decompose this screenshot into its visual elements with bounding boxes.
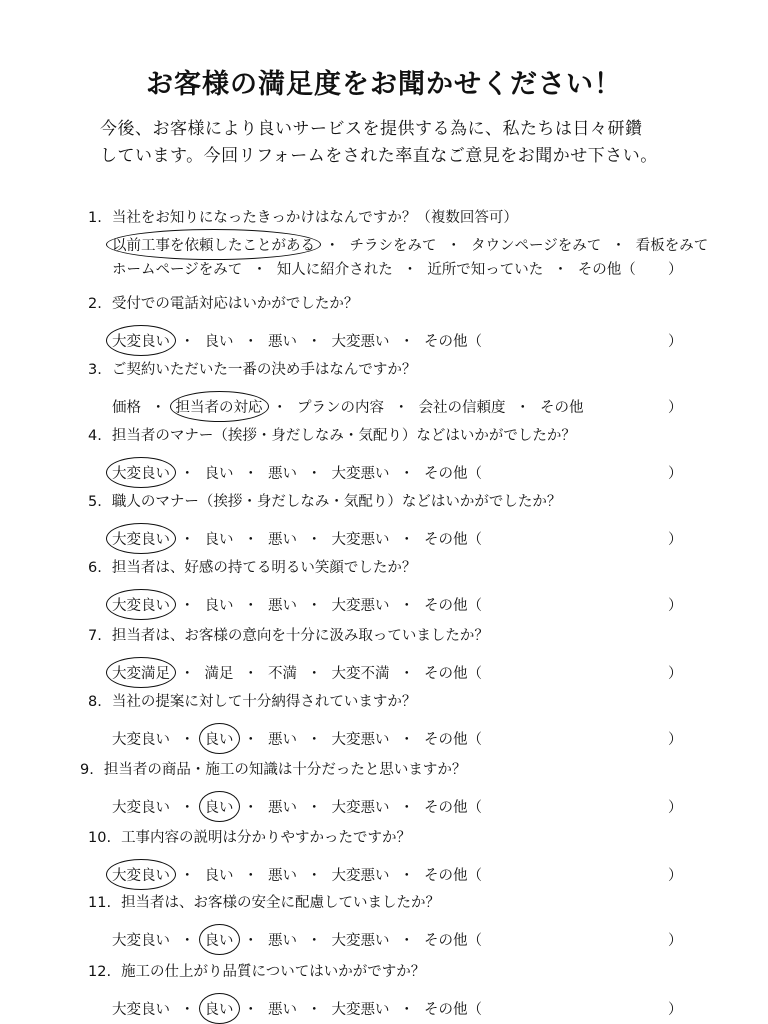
answer-option[interactable]: 悪い (268, 933, 297, 949)
option-separator: ・ (394, 400, 409, 416)
option-separator: ・ (180, 466, 195, 482)
question-text (88, 624, 489, 645)
answer-option[interactable]: その他（ (577, 262, 636, 278)
answer-option[interactable]: 満足 (204, 666, 234, 682)
answer-option-selected[interactable]: 以前工事を依頼したことがある (112, 234, 315, 255)
answer-option[interactable]: 悪い (268, 598, 297, 614)
answer-option[interactable]: その他（ (424, 1002, 482, 1018)
option-separator: ・ (307, 334, 322, 350)
answer-option[interactable]: ホームページをみて (112, 262, 243, 278)
answer-options (112, 728, 482, 749)
page-title: お客様の満足度をお聞かせください！ (146, 69, 622, 100)
question-text (88, 960, 425, 981)
question-label: 担当者は、お客様の安全に配慮していましたか？ (121, 895, 441, 911)
question-label: 担当者は、好感の持てる明るい笑顔でしたか？ (111, 560, 417, 576)
option-separator: ・ (399, 532, 414, 548)
option-separator: ・ (307, 532, 322, 548)
answer-option[interactable]: 看板をみて (635, 238, 709, 254)
answer-option[interactable]: 会社の信頼度 (418, 400, 506, 416)
answer-options (112, 396, 584, 417)
option-separator: ・ (243, 732, 258, 748)
other-close-paren: ） (668, 868, 683, 884)
answer-option-selected[interactable]: 大変良い (112, 462, 170, 483)
answer-option[interactable]: 大変不満 (331, 666, 390, 682)
answer-option[interactable]: 大変良い (112, 1002, 170, 1018)
option-separator: ・ (307, 868, 322, 884)
option-separator: ・ (307, 666, 322, 682)
option-separator: ・ (325, 238, 340, 254)
answer-option-selected[interactable]: 良い (205, 728, 234, 749)
other-close-paren: ） (668, 1002, 683, 1018)
answer-option[interactable]: その他（ (424, 334, 482, 350)
answer-option[interactable]: 良い (204, 466, 234, 482)
question-number: 5. (88, 494, 102, 510)
option-separator: ・ (243, 334, 258, 350)
question-text (88, 292, 358, 313)
question-number: 6. (88, 560, 102, 576)
answer-option[interactable]: 悪い (268, 532, 297, 548)
question-label: 担当者のマナー（挨拶・身だしなみ・気配り）などはいかがでしたか？ (111, 428, 576, 444)
answer-options (112, 662, 482, 683)
answer-option-selected[interactable]: 大変満足 (112, 662, 170, 683)
answer-option-selected[interactable]: 担当者の対応 (176, 396, 263, 417)
other-close-paren: ） (668, 334, 683, 350)
option-separator: ・ (307, 933, 322, 949)
answer-option[interactable]: 悪い (268, 334, 297, 350)
answer-option[interactable]: プランの内容 (297, 400, 384, 416)
answer-option[interactable]: 悪い (268, 1002, 297, 1018)
question-text (88, 690, 416, 711)
option-separator: ・ (243, 868, 258, 884)
other-close-paren: ） (668, 262, 683, 278)
option-separator: ・ (399, 666, 414, 682)
question-number: 2. (88, 296, 102, 312)
intro-text (100, 116, 700, 170)
answer-option[interactable]: その他（ (424, 598, 482, 614)
answer-option[interactable]: タウンページをみて (471, 238, 602, 254)
answer-option[interactable]: 悪い (268, 868, 297, 884)
option-separator: ・ (180, 933, 195, 949)
answer-option[interactable]: 大変悪い (331, 466, 390, 482)
answer-option[interactable]: 大変悪い (331, 732, 390, 748)
answer-option[interactable]: 大変悪い (331, 868, 390, 884)
answer-options (112, 528, 482, 549)
answer-option[interactable]: 近所で知っていた (427, 262, 544, 278)
answer-option-selected[interactable]: 大変良い (112, 330, 170, 351)
answer-option[interactable]: その他（ (424, 868, 482, 884)
option-separator: ・ (399, 334, 414, 350)
answer-option[interactable]: 大変悪い (331, 800, 390, 816)
answer-option[interactable]: 大変良い (112, 800, 170, 816)
option-separator: ・ (243, 532, 258, 548)
option-separator: ・ (399, 800, 414, 816)
option-separator: ・ (243, 598, 258, 614)
answer-option[interactable]: その他（ (424, 732, 482, 748)
answer-options (112, 234, 708, 255)
question-number: 12. (88, 964, 112, 980)
question-label: 職人のマナー（挨拶・身だしなみ・気配り）などはいかがでしたか？ (111, 494, 562, 510)
answer-options (112, 462, 482, 483)
question-number: 3. (88, 362, 102, 378)
answer-option[interactable]: 悪い (268, 466, 297, 482)
option-separator: ・ (307, 1002, 322, 1018)
question-number: 1. (88, 210, 102, 226)
intro-line: しています。今回リフォームをされた率直なご意見をお聞かせ下さい。 (100, 146, 658, 166)
question-text (88, 490, 561, 511)
option-separator: ・ (180, 532, 195, 548)
answer-option-selected[interactable]: 良い (205, 796, 234, 817)
answer-option[interactable]: 良い (204, 868, 234, 884)
answer-options (112, 998, 482, 1019)
question-text (88, 556, 416, 577)
answer-option[interactable]: その他（ (424, 666, 482, 682)
answer-option[interactable]: 良い (204, 334, 234, 350)
answer-options (112, 929, 482, 950)
answer-option[interactable]: 大変悪い (331, 334, 390, 350)
other-close-paren: ） (668, 400, 683, 416)
answer-option[interactable]: 知人に紹介された (276, 262, 393, 278)
question-number: 10. (88, 830, 112, 846)
question-label: 受付での電話対応はいかがでしたか？ (111, 296, 359, 312)
option-separator: ・ (553, 262, 568, 278)
question-label: 当社をお知りになったきっかけはなんですか？（複数回答可） (111, 210, 518, 226)
question-label: 当社の提案に対して十分納得されていますか？ (111, 694, 417, 710)
answer-option[interactable]: チラシをみて (349, 238, 437, 254)
other-close-paren: ） (668, 666, 683, 682)
other-close-paren: ） (668, 800, 683, 816)
answer-options (112, 594, 482, 615)
question-label: 施工の仕上がり品質についてはいかがですか？ (121, 964, 426, 980)
question-number: 4. (88, 428, 102, 444)
option-separator: ・ (243, 1002, 258, 1018)
option-separator: ・ (515, 400, 530, 416)
other-close-paren: ） (668, 732, 683, 748)
question-text (88, 424, 576, 445)
other-close-paren: ） (668, 466, 683, 482)
option-separator: ・ (307, 800, 322, 816)
option-separator: ・ (446, 238, 461, 254)
option-separator: ・ (243, 466, 258, 482)
question-text (80, 758, 466, 779)
answer-option[interactable]: 大変悪い (331, 532, 390, 548)
other-close-paren: ） (668, 532, 683, 548)
question-text (88, 206, 518, 227)
option-separator: ・ (307, 732, 322, 748)
question-number: 7. (88, 628, 102, 644)
option-separator: ・ (180, 598, 195, 614)
option-separator: ・ (399, 466, 414, 482)
answer-option[interactable]: 悪い (268, 732, 297, 748)
option-separator: ・ (180, 800, 195, 816)
option-separator: ・ (272, 400, 287, 416)
question-label: 担当者の商品・施工の知識は十分だったと思いますか？ (103, 762, 467, 778)
option-separator: ・ (399, 732, 414, 748)
answer-option[interactable]: 大変悪い (331, 1002, 390, 1018)
option-separator: ・ (402, 262, 418, 278)
question-number: 9. (80, 762, 94, 778)
answer-options (112, 864, 482, 885)
option-separator: ・ (243, 800, 258, 816)
question-text (88, 891, 440, 912)
option-separator: ・ (399, 598, 414, 614)
answer-option-selected[interactable]: 大変良い (112, 594, 170, 615)
option-separator: ・ (399, 1002, 414, 1018)
answer-option[interactable]: 価格 (112, 400, 141, 416)
answer-option-selected[interactable]: 大変良い (112, 528, 170, 549)
option-separator: ・ (252, 262, 267, 278)
answer-option[interactable]: その他（ (424, 466, 482, 482)
question-number: 8. (88, 694, 102, 710)
answer-option[interactable]: その他 (540, 400, 584, 416)
answer-options (112, 330, 482, 351)
option-separator: ・ (180, 868, 195, 884)
answer-option[interactable]: その他（ (424, 532, 482, 548)
option-separator: ・ (243, 666, 258, 682)
option-separator: ・ (180, 334, 195, 350)
option-separator: ・ (180, 666, 195, 682)
intro-line: 今後、お客様により良いサービスを提供する為に、私たちは日々研鑽 (100, 119, 643, 139)
other-close-paren: ） (668, 598, 683, 614)
question-label: ご契約いただいた一番の決め手はなんですか？ (111, 362, 417, 378)
answer-option[interactable]: 大変悪い (331, 598, 390, 614)
option-separator: ・ (307, 598, 322, 614)
question-text (88, 826, 411, 847)
answer-options (112, 258, 636, 279)
answer-option[interactable]: 不満 (268, 666, 297, 682)
option-separator: ・ (180, 1002, 195, 1018)
option-separator: ・ (611, 238, 626, 254)
question-label: 工事内容の説明は分かりやすかったですか？ (121, 830, 412, 846)
option-separator: ・ (151, 400, 166, 416)
answer-option[interactable]: その他（ (424, 933, 482, 949)
answer-option[interactable]: 大変良い (112, 933, 170, 949)
answer-options (112, 796, 482, 817)
option-separator: ・ (307, 466, 322, 482)
answer-option[interactable]: 大変悪い (331, 933, 390, 949)
question-text (88, 358, 416, 379)
answer-option-selected[interactable]: 良い (205, 929, 234, 950)
answer-option[interactable]: 良い (204, 532, 234, 548)
answer-option-selected[interactable]: 良い (205, 998, 234, 1019)
option-separator: ・ (180, 732, 195, 748)
answer-option-selected[interactable]: 大変良い (112, 864, 170, 885)
answer-option[interactable]: その他（ (424, 800, 482, 816)
option-separator: ・ (399, 933, 414, 949)
other-close-paren: ） (668, 933, 683, 949)
question-number: 11. (88, 895, 112, 911)
question-label: 担当者は、お客様の意向を十分に汲み取っていましたか？ (111, 628, 489, 644)
option-separator: ・ (399, 868, 414, 884)
answer-option[interactable]: 悪い (268, 800, 297, 816)
answer-option[interactable]: 良い (204, 598, 234, 614)
option-separator: ・ (243, 933, 258, 949)
answer-option[interactable]: 大変良い (112, 732, 170, 748)
